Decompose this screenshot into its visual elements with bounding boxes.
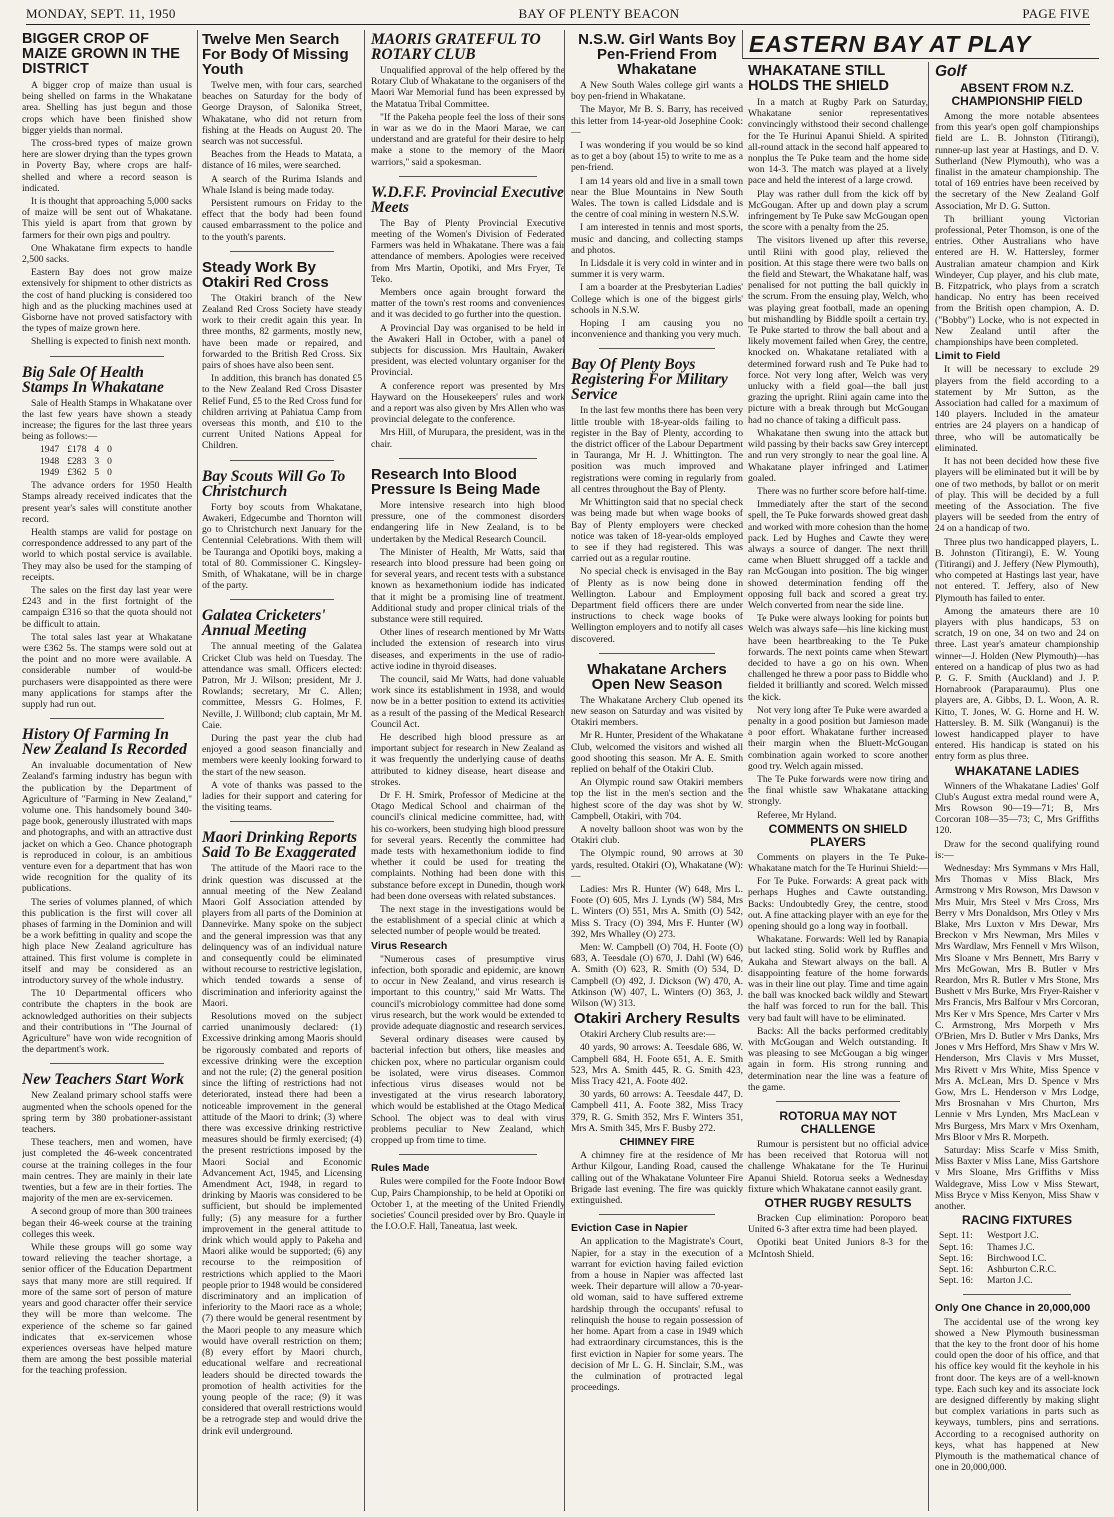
paragraph: An Olympic round saw Otakiri members top the list in the men's section and the highest score of the day was shot by W. Campbell, Otakiri, with 704. xyxy=(571,777,743,822)
pence-cell: 0 xyxy=(107,466,112,478)
list-item xyxy=(939,1253,1099,1264)
newspaper-title: BAY OF PLENTY BEACON xyxy=(518,6,680,21)
paragraph: "If the Pakeha people feel the loss of their sons in war as we do in the Maori Marae, we can understand and are grateful for their desire to help make a stone to the memory of the Maori warriors," said a spokesman. xyxy=(371,111,565,168)
divider xyxy=(230,460,334,461)
divider xyxy=(230,599,334,600)
table-row xyxy=(36,444,116,455)
headline-rotorua: ROTORUA MAY NOT CHALLENGE xyxy=(779,1109,897,1137)
fixture-date: Sept. 11: xyxy=(939,1230,973,1242)
paragraph: Immediately after the start of the second spell, the Te Puke forwards showed great dash and worked with more cohesion than the home pack. Led by Hughes and Cawte they were always a source of danger. The next thrill came when Bluett shrugged off a tackle and ran McGougan into position. The big winger showed determination fending off the opposing full back and scored a great try. Welch converted from near the side line. xyxy=(748,499,928,611)
paragraph: While these groups will go some way toward relieving the teacher shortage, a senior officer of the Education Department says that many more are still required. If more of the same sort of person of mature years and good character offer their service they will be more than welcome. The experience of the scheme so far gained indicates that ex-servicemen whose experiences overseas have helped mature them are among the best possible material for the teaching profession. xyxy=(22,1242,192,1377)
paragraph: Mr R. Hunter, President of the Whakatane Club, welcomed the visitors and wished all good shooting this season. Mr A. E. Smith replied on behalf of the Otakiri Club. xyxy=(571,730,743,775)
paragraph: The annual meeting of the Galatea Cricket Club was held on Tuesday. The attendance was small. Officers elected: Patron, Mr J. Wilson; president, Mr J. Rowlands; secretary, Mr C. Allen; committee, Messrs G. Holmes, F. Neville, J. Willbond; club captain, Mr M. Caie. xyxy=(202,641,362,731)
fixture-date: Sept. 16: xyxy=(939,1275,974,1287)
paragraph: The Otakiri branch of the New Zealand Red Cross Society have steady work to their credit again this year. In three months, 82 garments, mostly new, have been made or repaired, and forwarded to the British Red Cross. Six pairs of shoes have also been sent. xyxy=(202,292,362,372)
fixture-club: Ashburton C.R.C. xyxy=(987,1263,1057,1275)
paragraph: Beaches from the Heads to Matata, a distance of 16 miles, were searched. xyxy=(202,149,362,172)
paragraph: It has not been decided how these five players will be eliminated but it will be by one of two methods, by ballot or on merit of play. This will be decided by a full meeting of the Association. The five players will be seeded from the entry of 24 on a handicap of two. xyxy=(935,456,1099,535)
paragraph: These teachers, men and women, have just completed the 46-week concentrated course at the training colleges in the four main centres. They are mainly in their late twenties, but a few are in their forties. The majority of the men are ex-servicemen. xyxy=(22,1137,192,1205)
paragraph: The 10 Departmental officers who contribute the chapters in the book are acknowledged authorities on their subjects and their contributions in "The Journal of Agriculture" have won wide recognition of the department's work. xyxy=(22,988,192,1056)
fixture-club: Westport J.C. xyxy=(987,1230,1039,1242)
issue-date: MONDAY, SEPT. 11, 1950 xyxy=(26,6,176,21)
paragraph: Draw for the second qualifying round is:— xyxy=(935,838,1099,861)
paragraph: Unqualified approval of the help offered by the Rotary Club of Whakatane to the organisers of the Maori War Memorial fund has been expressed by the Matatua Tribal Committee. xyxy=(371,65,565,110)
masthead xyxy=(26,4,1090,25)
paragraph: Whakatane. Forwards: Well led by Ranapia but lacked sting. Solid work by Ruffles and Aukaha and Stewart always on the ball. A disappointing feature of the home forwards was in their line out play. Time and time again the ball was knocked back wildly and Stewart the half was forced to run for the ball. This very bad fault will have to be eliminated. xyxy=(748,934,928,1024)
divider xyxy=(599,348,715,349)
paragraph: The Te Puke forwards were now tiring and the final whistle saw Whakatane attacking strongly. xyxy=(748,773,928,808)
paragraph: The visitors livened up after this reverse, until Riini with good play, relieved the position. At this stage there were two balls on the field and Stewart, the Whakatane half, was penalised for not putting the ball quickly in the scrum. From the ensuing play, Welch, who was playing great football, made an opening but mishandling by Biddle spoilt a certain try. Te Puke started to throw the ball about and a likely movement failed when Grey, the centre, knocked on. Whakatane retaliated with a determined forward rush and Te Puke had to force. Not very long after, Welch was very unlucky with a field goal—the ball just grazing the upright. Riini again came into the picture with a break through but McGougan had no chance of taking a difficult pass. xyxy=(748,235,928,426)
paragraph: A conference report was presented by Mrs Hayward on the Housekeepers' rules and work and a report was also given by Mrs Allen who was provincial delegate to the conference. xyxy=(371,380,565,426)
paragraph: During the past year the club had enjoyed a good season financially and members were keenly looking forward to the start of the new season. xyxy=(202,732,362,778)
paragraph: Among the amateurs there are 10 players with plus handicaps, 53 on scratch, 19 on one, 34 on two and 24 on three. Last year's amateur championship winner—J. Holden (New Plymouth)—has entered on a handicap of plus two as had P. G. F. Smith (Auckland) and J. P. Hornabrook (Paraparaumu). Plus one players are, A. Gibbs, D. L. Woon, A. R. Kitto, T. Jones, W. G. Horne and H. W. Hattersley. B. M. Silk (Wanganui) is the lowest handicapped player to have entered. His handicap is stated on his entry form as plus three. xyxy=(935,605,1099,763)
paragraph: Eastern Bay does not grow maize extensively for shipment to other districts as the cost of hand plucking is considered too high and as the plucking machines used at Gisborne have not proved satisfactory with the types of maize grown here. xyxy=(22,267,192,335)
column-6 xyxy=(928,62,1099,1511)
headline-wdff: W.D.F.F. Provincial Executive Meets xyxy=(371,183,564,216)
paragraph: Shelling is expected to finish next month. xyxy=(31,336,191,348)
divider xyxy=(599,1214,715,1215)
paragraph: Mrs Hill, of Murupara, the president, was in the chair. xyxy=(371,427,565,450)
paragraph: Th brilliant young Victorian professional, Peter Thomson, is one of the entries. Other Australians who have entered are H. W. Hattersley, former Australian amateur champion and Kirk Windeyer, Cup player, and his club mate, B. Fitzpatrick, who plays from a scratch handicap. No entry has been received from the British open champion, A. D. ("Bobby") Locke, who is not expected in New Zealand until after the championships have been completed. xyxy=(935,213,1099,349)
paragraph: I am 14 years old and live in a small town near the Blue Mountains in New South Wales. The town is called Lidsdale and is the centre of coal mining in western N.S.W. xyxy=(571,175,743,221)
shillings-cell: 3 xyxy=(94,455,100,467)
fixture-club: Birchwood I.C. xyxy=(987,1252,1047,1264)
paragraph: Several ordinary diseases were caused by bacterial infection but others, like measles and chicken pox, where no particular organism could be isolated, were virus diseases. Common infectious virus diseases would not be investigated at the virus research laboratory, which would be established at the Otago Medical School. The object was to deal with virus problems peculiar to New Zealand, which cropped up from time to time. xyxy=(371,1034,565,1147)
paragraph: Referee, Mr Hyland. xyxy=(757,809,837,821)
paragraph: I am a boarder at the Presbyterian Ladies' College which is one of the biggest girls' schools in N.S.W. xyxy=(571,282,743,316)
divider xyxy=(963,1294,1071,1295)
headline-farming-history: History Of Farming In New Zealand Is Recorded xyxy=(22,726,187,759)
column-2 xyxy=(197,30,362,1511)
paragraph: Forty boy scouts from Whakatane, Awakeri, Edgecumbe and Thornton will go to Christchurch next January for the Centennial Celebrations. With them will be Tauranga and Opotiki boys, making a total of 80. Commissioner C. Kingsley-Smith, of Whakatane, will be in charge of the party. xyxy=(202,501,362,592)
paragraph: Play was rather dull from the kick off by McGougan. After up and down play a scrum infringement by Te Puke saw McGougan open the score with a penalty from the 25. xyxy=(748,188,928,234)
paragraph: Winners of the Whakatane Ladies' Golf Club's August extra medal round were A, Mrs Rowson 90—19—71; B, Mrs Corcoran 108—35—73; C, Mrs Griffiths 120. xyxy=(935,780,1099,837)
amount-cell: £283 xyxy=(67,455,87,467)
paragraph: The Bay of Plenty Provincial Executive meeting of the Women's Division of Federated Farmers was held in Whakatane. There was a fair attendance of members. Apologies were received from Mrs Martin, Opotiki, and Mrs Fryer, Te Teko. xyxy=(371,217,565,285)
fixture-date: Sept. 16: xyxy=(939,1263,974,1275)
paragraph: Resolutions moved on the subject carried unanimously declared: (1) Excessive drinking among Maoris should be rigorously combated and reports of excessive drinking were the exception and not the rule; (2) the general position since the lifting of restrictions had not deteriorated, instead there had been a noticeable improvement in the general attitude of the Maori to drink; (3) where there was excessive drinking restrictive measures should be firmly exercised; (4) the present restrictions imposed by the Maori Social and Economic Advancement Act, 1945, and Licensing Amendment Act, 1948, in regard to drinking by Maoris was considered to be sufficient, but should be implemented fully; (5) any measure for a further improvement in the general attitude to drink which would apply to Pakeha and Maori alike would be supported; (6) any recourse to the reimposition of restrictions which applied to the Maori people prior to 1948 would be considered discriminatory and an implication of inferiority to the Maori race as a whole; (7) there would be general resentment by the Maori people to any measure which would have overall restriction on them; (8) every effort by Maori church, educational welfare and recreational leaders should be directed towards the promotion of health activities for the young people of the race; (9) it was considered that overall restrictions would be a retrograde step and would drive the drink evil underground. xyxy=(202,1011,362,1437)
headline-maize: BIGGER CROP OF MAIZE GROWN IN THE DISTRICT xyxy=(22,31,180,77)
paragraph: Whakatane then swung into the attack but wild passing by their backs saw Grey intercept and run very strongly to near the goal line. A Whakatane player infringed and Latimer goaled. xyxy=(748,427,928,484)
paragraph: Otakiri Archery Club results are:— xyxy=(580,1029,716,1041)
paragraph: The cross-bred types of maize grown here are slower drying than the types grown in Poverty Bay, where crops are half-shelled and where a record season is indicated. xyxy=(22,138,192,194)
paragraph: In addition, this branch has donated £5 to the New Zealand Red Cross Disaster Relief Fund, £5 to the Red Cross fund for children arriving at Pahiatua Camp from overseas this month, and £10 to the current United Nations Appeal for Children. xyxy=(202,373,362,452)
paragraph: The Minister of Health, Mr Watts, said that research into blood pressure had been going on for several years, and recent tests with a substance known as hexamethonium iodide has indicated that it might be a promising line of treatment. Additional study and proper clinical trials of the substance were still required. xyxy=(371,546,565,625)
amount-cell: £178 xyxy=(67,444,87,456)
paragraph: The Mayor, Mr B. S. Barry, has received this letter from 14-year-old Josephine Cook:— xyxy=(571,104,743,138)
paragraph: A novelty balloon shoot was won by the Otakiri club. xyxy=(571,823,743,847)
paragraph: 30 yards, 60 arrows: A. Teesdale 447, D. Campbell 411, A. Foote 382, Miss Tracy 379, R. G. Smith 352, Mrs F. Winters 351, Mrs A. Smith 345, Mrs F. Busby 272. xyxy=(571,1089,743,1134)
headline-galatea-cricket: Galatea Cricketers' Annual Meeting xyxy=(202,607,326,640)
paragraph: Sale of Health Stamps in Whakatane over the last few years have shown a steady increase; the figures for the last three years being as follows:— xyxy=(22,397,192,443)
headline-shield-comments: COMMENTS ON SHIELD PLAYERS xyxy=(768,821,908,849)
amount-cell: £362 xyxy=(67,466,87,478)
headline-rotary: MAORIS GRATEFUL TO ROTARY CLUB xyxy=(371,31,541,63)
fixture-club: Marton J.C. xyxy=(987,1275,1033,1287)
headline-new-teachers: New Teachers Start Work xyxy=(22,1071,185,1089)
paragraph: Not very long after Te Puke were awarded a penalty in a good position but Jamieson made a poor effort. Whakatane further increased their margin when the Bluett-McGougan combination again worked to score another good try. Welch again missed. xyxy=(748,704,928,772)
paragraph: More intensive research into high blood pressure, one of the commonest disorders endangering life in New Zealand, is to be undertaken by the Medical Research Council. xyxy=(371,499,565,545)
divider xyxy=(399,1154,537,1155)
paragraph: Rumour is persistent but no official advice has been received that Rotorua will not challenge Whakatane for the Te Hurinui Apanui Shield. Rotorua seeks a Wednesday fixture which Whakatane cannot easily grant. xyxy=(748,1139,928,1195)
headline-championship: ABSENT FROM N.Z. CHAMPIONSHIP FIELD xyxy=(951,81,1083,108)
column-5 xyxy=(742,62,928,1511)
headline-blood-pressure: Research Into Blood Pressure Is Being Made xyxy=(371,465,541,498)
paragraph: Dr F. H. Smirk, Professor of Medicine at the Otago Medical School and chairman of the council's clinical medicine committee, had, with his co-workers, been studying high blood pressure for several years. Recently the committee had made tests with hexamethonium iodide to find whether it could be used for treating the complaints. Nothing had been done with this substance before except in Dunedin, though work had been done overseas with related substances. xyxy=(371,789,565,902)
paragraph: Mr Whittington said that no special check was being made but when wage books of Bay of Plenty employers were checked notice was taken of 18-year-olds employed to see if they had registered. This was carried out as a regular routine. xyxy=(571,497,743,565)
paragraph: Other lines of research mentioned by Mr Watts included the extension of research into virus diseases, and experiments in the use of radio-active iodine in thyroid diseases. xyxy=(371,627,565,672)
paragraph: I was wondering if you would be so kind as to get a boy (about 15) to write to me as a pen-friend. xyxy=(571,140,743,174)
headline-otakiri-archery: Otakiri Archery Results xyxy=(573,1010,741,1028)
headline-maori-drinking: Maori Drinking Reports Said To Be Exaggerated xyxy=(202,829,358,862)
racing-fixtures-list xyxy=(939,1230,1099,1286)
paragraph: I am interested in tennis and most sports, music and dancing, and collecting stamps and photos. xyxy=(571,222,743,256)
fixture-date: Sept. 16: xyxy=(939,1241,974,1253)
headline-health-stamps: Big Sale Of Health Stamps In Whakatane xyxy=(22,363,164,396)
paragraph: It will be necessary to exclude 29 players from the field according to a statement by Mr Sutton, as the Association had called for a maximum of 140 players. Included in the amateur entries are 24 players on a handicap of three, who will be automatically be eliminated. xyxy=(935,364,1099,454)
divider xyxy=(50,356,164,357)
headline-shield: WHAKATANE STILL HOLDS THE SHIELD xyxy=(748,63,889,94)
paragraph: A New South Wales college girl wants a boy pen-friend in Whakatane. xyxy=(571,80,743,103)
divider xyxy=(230,251,334,252)
paragraph: A search of the Rurima Islands and Whale Island is being made today. xyxy=(202,173,362,196)
paragraph: Te Puke were always looking for points but Welch was always safe—his line kicking must have been heartbreaking to the Te Puke forwards. The next points came when Stewart decided to have a go on his own. When challenged he threw a poor pass to Biddle who fielded it brilliantly and scored. Welch missed the kick. xyxy=(748,613,928,703)
headline-one-chance: Only One Chance in 20,000,000 xyxy=(935,1302,1091,1315)
paragraph: Members once again brought forward the matter of the town's rest rooms and conveniences and it was decided to go further into the question. xyxy=(371,287,565,321)
pence-cell: 0 xyxy=(107,455,112,467)
section-golf: Golf xyxy=(935,63,966,80)
headline-red-cross: Steady Work By Otakiri Red Cross xyxy=(202,258,329,291)
subhead-virus-research: Virus Research xyxy=(371,939,448,952)
column-1 xyxy=(22,30,192,1511)
divider xyxy=(50,1063,164,1064)
paragraph: New Zealand primary school staffs were augmented when the schools opened for the spring term by 380 probationer-assistant teachers. xyxy=(22,1090,192,1136)
paragraph: Hoping I am causing you no inconvenience and thanking you very much. xyxy=(571,318,743,341)
pence-cell: 0 xyxy=(107,444,112,456)
sports-banner: EASTERN BAY AT PLAY xyxy=(742,30,1099,59)
paragraph: A second group of more than 300 trainees began their 46-week course at the training colleges this week. xyxy=(22,1206,192,1240)
subhead-limit: Limit to Field xyxy=(935,350,1001,363)
headline-other-rugby: OTHER RUGBY RESULTS xyxy=(764,1196,912,1211)
paragraph: Saturday: Miss Scarfe v Miss Smith, Miss Baxter v Miss Lane, Miss Gartshore v Mrs Sloane, Mrs Griffiths v Miss Waldegrave, Miss Low v Miss Stewart, Miss Bryce v Miss Kenyon, Miss Shaw v another. xyxy=(935,1145,1099,1213)
divider xyxy=(399,458,537,459)
paragraph: An application to the Magistrate's Court, Napier, for a stay in the execution of a warrant for eviction having failed eviction from a house in Napier was affected last week. Their departure will allow a 70-year-old woman, said to have suffered extreme hardship through the occupants' refusal to relinquish the house to regain possession of her home. Apart from a case in 1949 which had extraordinary circumstances, this is the first eviction in Napier for some years. The decision of Mr L. G. H. Sinclair, S.M., was the culmination of protracted legal proceedings. xyxy=(571,1236,743,1394)
paragraph: For Te Puke. Forwards: A great pack with perhaps Hughes and Cawte outstanding. Backs: Undoubtedly Grey, the centre, stood out. A fine attacking player with an eye for the opening should go a long way in football. xyxy=(748,876,928,933)
shillings-cell: 4 xyxy=(94,444,100,456)
headline-chimney-fire: CHIMNEY FIRE xyxy=(619,1136,695,1149)
paragraph: Comments on players in the Te Puke-Whakatane match for the Te Hurinui Shield:— xyxy=(748,851,928,874)
paragraph: The next stage in the investigations would be the establishment of a special clinic at which a selected number of people would be treated. xyxy=(371,904,565,938)
divider xyxy=(230,821,334,822)
headline-racing: RACING FIXTURES xyxy=(961,1213,1072,1228)
page-number: PAGE FIVE xyxy=(1022,6,1090,21)
paragraph: 40 yards, 90 arrows: A. Teesdale 686, W. Campbell 684, H. Foote 651, A. E. Smith 523, Mrs A. Smith 445, R. G. Smith 423, Miss Tracy 421, A. Foote 402. xyxy=(571,1042,743,1088)
paragraph: Wednesday: Mrs Symmans v Mrs Hall, Mrs Thomas v Miss Black, Mrs Armstrong v Mrs Rowson, Mrs Dawson v Mrs Muir, Mrs Steel v Mrs Cross, Mrs Berry v Mrs Donaldson, Mrs Otley v Mrs Blake, Mrs Luxton v Mrs Dewar, Mrs Breckon v Mrs Newman, Mrs Miles v Mrs Wardlaw, Mrs Fennell v Mrs Wilson, Mrs Sloane v Mrs Bennett, Mrs Barry v Mrs McGowan, Mrs B. Butler v Mrs Reardon, Mrs R. Butler v Mrs Stone, Mrs Bushett v Mrs Burke, Mrs Fryer-Raisher v Mrs Francis, Mrs Balfour v Mrs Corcoran, Mrs Ker v Mrs Spence, Mrs Carter v Mrs C. Armstrong, Mrs Morpeth v Mrs O'Brien, Mrs D. Butler v Mrs Danks, Mrs Jones v Mrs Hefford, Mrs Shaw v Mrs W. Henderson, Mrs Clavis v Mrs Musset, Mrs Rivett v Mrs White, Miss Spence v Mrs A. McLean, Mrs D. Spence v Mrs Gow, Mrs L. Henderson v Mrs Lodge, Mrs Brosnahan v Mrs Churton, Mrs Lennie v Mrs Lynden, Mrs MacLean v Mrs Burgess, Mrs Marx v Mrs Oxenham, Mrs Bloor v Mrs R. Morpeth. xyxy=(935,863,1099,1143)
paragraph: The total sales last year at Whakatane were £362 5s. The stamps were sold out at the point and no more were available. A considerable number of would-be purchasers were disappointed as there were many applications for stamps after the supply had run out. xyxy=(22,631,192,710)
year-cell: 1947 xyxy=(40,444,60,456)
headline-archers: Whakatane Archers Open New Season xyxy=(587,660,727,693)
paragraph: A vote of thanks was passed to the ladies for their support and catering for the visiting teams. xyxy=(202,779,362,814)
column-3 xyxy=(364,30,565,1511)
paragraph: A chimney fire at the residence of Mr Arthur Kilgour, Landing Road, caused the calling out of the Whakatane Volunteer Fire Brigade last evening. The fire was quickly extinguished. xyxy=(571,1150,743,1207)
headline-bay-scouts: Bay Scouts Will Go To Christchurch xyxy=(202,467,346,500)
list-item xyxy=(939,1264,1099,1275)
paragraph: The Olympic round, 90 arrows at 30 yards, resulted. Otakiri (O), Whakatane (W):— xyxy=(571,848,743,882)
year-cell: 1948 xyxy=(40,455,60,467)
paragraph: Health stamps are valid for postage on correspondence addressed to any part of the world to which postal service is available. They may also be used for the stamping of receipts. xyxy=(22,526,192,583)
list-item xyxy=(939,1242,1099,1253)
paragraph: Bracken Cup elimination: Poroporo beat United 6-3 after extra time had been played. xyxy=(748,1213,928,1236)
shillings-cell: 5 xyxy=(94,466,100,478)
fixture-club: Thames J.C. xyxy=(987,1241,1035,1253)
paragraph: The series of volumes planned, of which this publication is the first will cover all phases of farming in the Dominion and will be a work befitting in quality and scope the high place New Zealand agriculture has attained. This first volume is complete in itself and may be considered as an introductory survey of the whole industry. xyxy=(22,896,192,987)
paragraph: Rules were compiled for the Foote Indoor Bowl Cup, Pairs Championship, to be held at Opotiki on October 1, at the meeting of the United Friendly societies' Council presided over by Bro. Quayle in the I.O.O.F. Hall, Taneatua, last week. xyxy=(371,1176,565,1233)
paragraph: Among the more notable absentees from this year's open golf championships field are L. B. Johnston (Titirangi), runner-up last year at Hastings, and D. V. Sutherland (New Plymouth), who was a finalist in the amateur championship. The total of 169 entries have been received by the secretary of the New Zealand Golf Association, Mr D. G. Sutton. xyxy=(935,111,1099,212)
list-item xyxy=(939,1230,1099,1241)
paragraph: A Provincial Day was organised to be held in the Awakeri Hall in October, with a panel of subjects for discussion. Mrs Haultain, Awakeri president, was elected voluntary organiser for the Provincial. xyxy=(371,322,565,379)
paragraph: The accidental use of the wrong key showed a New Plymouth businessman that the key to the front door of his home could open the door of his office, and that his office key would fit the keyhole in his front door. The keys are of a well-known type. Each such key and its associate lock are designed differently by making slight but complex variations in parts such as keyways, tumblers, pins and serrations. According to a recognised authority on keys, what has happened at New Plymouth is the mathematical chance of one in 20,000,000. xyxy=(935,1316,1099,1474)
table-row xyxy=(36,456,116,467)
column-4 xyxy=(564,30,743,1511)
paragraph: Backs: All the backs performed creditably with McGougan and Welch outstanding. It was pleasing to see McGougan a big winger again in form. His strong running and determination near the line was a feature of the game. xyxy=(748,1025,928,1093)
paragraph: One Whakatane firm expects to handle 2,500 sacks. xyxy=(22,242,192,266)
paragraph: The Whakatane Archery Club opened its new season on Saturday and was visited by Otakiri members. xyxy=(571,694,743,729)
paragraph: Persistent rumours on Friday to the effect that the body had been found caused embarrassment to the police and to the youth's parents. xyxy=(202,198,362,243)
year-cell: 1949 xyxy=(40,466,60,478)
paragraph: He described high blood pressure as an important subject for research in New Zealand as it was frequently the underlying cause of deaths attributed to kidney disease, heart disease and strokes. xyxy=(371,731,565,788)
fixture-date: Sept. 16: xyxy=(939,1252,974,1264)
paragraph: Ladies: Mrs R. Hunter (W) 648, Mrs L. Foote (O) 605, Mrs J. Lynds (W) 584, Mrs L. Winters (O) 551, Mrs A. Smith (O) 542, Miss S. Tracy (O) 394, Mrs F. Hunter (W) 392, Mrs Whalley (O) 273. xyxy=(571,883,743,940)
stamp-sales-table xyxy=(36,444,116,478)
paragraph: An invaluable documentation of New Zealand's farming industry has begun with the publication by the Department of Agriculture of "Farming in New Zealand," volume one. This handsomely bound 340-page book, generously illustrated with maps and photographs, and with an attractive dust jacket on which a Geo. Chance photograph is reproduced in colour, is an ambitious venture even for a department that has won wide recognition for the quality of its publications. xyxy=(22,760,192,895)
paragraph: There was no further score before half-time. xyxy=(757,485,927,497)
paragraph: The attitude of the Maori race to the drink question was discussed at the annual meeting of the New Zealand Maori Golf Association attended by players from all parts of the Dominion at Dannevirke. Many spoke on the subject and the general impression was that any delinquency was of an individual nature and consequently could be eliminated without recourse to restrictive legislation, which tended towards a sense of discrimination and inferiority against the Maori. xyxy=(202,863,362,1009)
headline-pen-friend: N.S.W. Girl Wants Boy Pen-Friend From Whakatane xyxy=(578,31,736,78)
paragraph: The advance orders for 1950 Health Stamps already received indicates that the present year's sales will constitute another record. xyxy=(22,480,192,525)
paragraph: Three plus two handicapped players, L. B. Johnston (Titirangi), E. W. Young (Titirangi) and J. Jeffery (New Plymouth), who competed at Hastings last year, have not entered. T. Jeffery, also of New Plymouth has failed to enter. xyxy=(935,536,1099,604)
table-row xyxy=(36,467,116,478)
list-item xyxy=(939,1275,1099,1286)
headline-eviction: Eviction Case in Napier xyxy=(571,1222,688,1235)
headline-ladies: WHAKATANE LADIES xyxy=(954,763,1080,778)
divider xyxy=(599,653,715,654)
paragraph: No special check is envisaged in the Bay of Plenty as is now being done in Wellington. Labour and Employment Department field officers there are under instructions to check wage books of Wellington employers and to notify all cases discovered. xyxy=(571,566,743,645)
paragraph: In Lidsdale it is very cold in winter and in summer it is very warm. xyxy=(571,258,743,281)
paragraph: In a match at Rugby Park on Saturday, Whakatane senior representatives convincingly withstood their second challenge for the Te Hurinui Apanui Shield. A spirited all-round attack in the second half appeared to nonplus the Te Puke team and the home side won 14-3. The match was played at a lively pace and held the interest of a large crowd. xyxy=(748,97,928,187)
paragraph: The council, said Mr Watts, had done valuable work since its establishment in 1938, and would now be in a better position to extend its activities as a result of the passing of the Medical Research Council Act. xyxy=(371,673,565,730)
paragraph: The sales on the first day last year were £243 and in the first fortnight of the campaign £316 so that the quota should not be difficult to attain. xyxy=(22,584,192,630)
divider xyxy=(50,718,164,719)
paragraph: A bigger crop of maize than usual is being shelled on farms in the Whakatane area. Shelling has just begun and those crops which have been finished show bigger yields than normal. xyxy=(22,80,192,136)
paragraph: Men: W. Campbell (O) 704, H. Foote (O) 683, A. Teesdale (O) 670, J. Dahl (W) 646, A. Smith (O) 623, R. Smith (O) 534, D. Campbell (O) 492, J. Dickson (W) 470, A. Atkinson (W) 407, L. Winters (O) 363, J. Wilson (W) 313. xyxy=(571,942,743,1010)
paragraph: Twelve men, with four cars, searched beaches on Saturday for the body of George Drayson, of Salonika Street, Whakatane, who did not return from fishing at the Heads on August 20. The search was not successful. xyxy=(202,80,362,148)
paragraph: It is thought that approaching 5,000 sacks of maize will be sent out of Whakatane. This yield is apart from that grown by farmers for their own pigs and poultry. xyxy=(22,196,192,241)
paragraph: In the last few months there has been very little trouble with 18-year-olds failing to register in the Bay of Plenty, according to the district officer of the Labour Department in Tauranga, Mr H. J. Whittington. The position was much improved and registrations were coming in regularly from all centres throughout the Bay of Plenty. xyxy=(571,405,743,495)
divider xyxy=(399,176,537,177)
headline-search-youth: Twelve Men Search For Body Of Missing Youth xyxy=(202,31,349,78)
paragraph: Opotiki beat United Juniors 8-3 for the McIntosh Shield. xyxy=(748,1237,928,1260)
paragraph: "Numerous cases of presumptive virus infection, both sporadic and epidemic, are known to occur in New Zealand, and virus research is important to this country," said Mr Watts. The council's microbiology committee had done some virus research, but the work would be extended to provide adequate diagnostic and research services. xyxy=(371,953,565,1033)
headline-military-service: Bay Of Plenty Boys Registering For Military Service xyxy=(571,356,728,404)
headline-rules-made: Rules Made xyxy=(371,1162,430,1175)
divider xyxy=(776,1101,900,1102)
